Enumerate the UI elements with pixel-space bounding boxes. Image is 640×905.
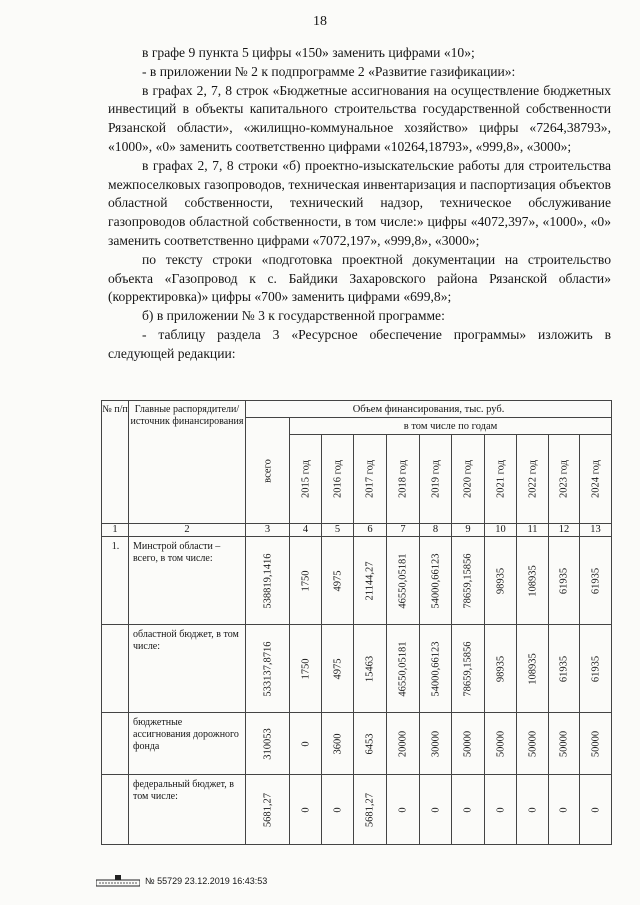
row-year-value: 98935 [485, 625, 517, 713]
footer [96, 875, 267, 887]
row-year-value: 3600 [322, 713, 354, 775]
row-year-value: 50000 [549, 713, 580, 775]
header-total: всего [246, 418, 290, 524]
row-year-value: 15463 [354, 625, 387, 713]
column-number: 7 [387, 524, 420, 537]
paragraph: в графе 9 пункта 5 цифры «150» заменить цифрами «10»; [142, 45, 475, 60]
row-year-value: 0 [452, 775, 485, 845]
header-volume: Объем финансирования, тыс. руб. [246, 401, 612, 418]
header-year: 2024 год [580, 435, 612, 524]
row-year-value: 21144,27 [354, 537, 387, 625]
row-year-value: 108935 [517, 625, 549, 713]
header-year: 2016 год [322, 435, 354, 524]
table-row [102, 625, 612, 713]
row-source: бюджетные ассигнования дорожного фонда [129, 713, 246, 775]
row-year-value: 46550,05181 [387, 625, 420, 713]
column-number: 4 [290, 524, 322, 537]
row-year-value: 61935 [549, 537, 580, 625]
row-number [102, 625, 129, 713]
row-year-value: 54000,66123 [420, 537, 452, 625]
row-total: 533137,8716 [246, 625, 290, 713]
paragraph: - таблицу раздела 3 «Ресурсное обеспечение программы» изложить в следующей редакции: [108, 326, 611, 361]
row-number: 1. [102, 537, 129, 625]
row-year-value: 0 [580, 775, 612, 845]
header-source: Главные распорядители/ источник финансирования [129, 401, 246, 524]
header-num: № п/п [102, 401, 129, 524]
paragraph: - в приложении № 2 к подпрограмме 2 «Развитие газификации»: [142, 63, 516, 79]
row-year-value: 50000 [485, 713, 517, 775]
row-year-value: 54000,66123 [420, 625, 452, 713]
column-number: 13 [580, 524, 612, 537]
header-year: 2020 год [452, 435, 485, 524]
header-year: 2018 год [387, 435, 420, 524]
table-row [102, 713, 612, 775]
body-text [108, 44, 611, 364]
column-number: 11 [517, 524, 549, 537]
registry-emblem-icon [96, 875, 140, 887]
row-source: федеральный бюджет, в том числе: [129, 775, 246, 845]
row-year-value: 0 [290, 775, 322, 845]
row-year-value: 50000 [517, 713, 549, 775]
column-number: 9 [452, 524, 485, 537]
header-year: 2023 год [549, 435, 580, 524]
row-year-value: 0 [420, 775, 452, 845]
row-year-value: 20000 [387, 713, 420, 775]
table-row [102, 537, 612, 625]
paragraph: в графах 2, 7, 8 строк «Бюджетные ассигнования на осуществление бюджетных инвестиций в объекты капитального строительства государственной собственности Рязанской области», «жилищно-коммунальное хозяйство» цифры «7264,38793», «1000», «0» заменить соответственно цифрами «10264,18793», «999,8», «3000»; [108, 82, 611, 154]
row-year-value: 6453 [354, 713, 387, 775]
row-year-value: 0 [517, 775, 549, 845]
row-year-value: 61935 [580, 537, 612, 625]
row-year-value: 0 [549, 775, 580, 845]
row-year-value: 0 [322, 775, 354, 845]
column-number: 3 [246, 524, 290, 537]
column-number: 8 [420, 524, 452, 537]
header-year: 2015 год [290, 435, 322, 524]
row-year-value: 46550,05181 [387, 537, 420, 625]
header-year: 2019 год [420, 435, 452, 524]
paragraph: по тексту строки «подготовка проектной документации на строительство объекта «Газопровод к с. Байдики Захаровского района Рязанской области» (корректировка)» цифры «700» заменить цифрами «699,8»; [108, 251, 611, 305]
row-year-value: 4975 [322, 625, 354, 713]
row-year-value: 0 [387, 775, 420, 845]
row-year-value: 61935 [580, 625, 612, 713]
paragraph: в графах 2, 7, 8 строки «б) проектно-изыскательские работы для строительства межпоселковых газопроводов, техническая инвентаризация и паспортизация объектов областной собственности, технический надзор, техническое обслуживание газопроводов областной собственности, в том числе:» цифры «4072,397», «1000», «0» заменить соответственно цифрами «7072,197», «999,8», «3000»; [108, 157, 611, 248]
row-year-value: 108935 [517, 537, 549, 625]
row-source: областной бюджет, в том числе: [129, 625, 246, 713]
column-number: 1 [102, 524, 129, 537]
header-year: 2021 год [485, 435, 517, 524]
row-year-value: 0 [290, 713, 322, 775]
row-year-value: 50000 [452, 713, 485, 775]
row-number [102, 775, 129, 845]
paragraph: б) в приложении № 3 к государственной программе: [142, 308, 445, 324]
row-year-value: 5681,27 [354, 775, 387, 845]
page-number: 18 [313, 14, 327, 29]
column-number: 5 [322, 524, 354, 537]
row-year-value: 61935 [549, 625, 580, 713]
row-year-value: 30000 [420, 713, 452, 775]
row-total: 310053 [246, 713, 290, 775]
resource-table [101, 400, 612, 845]
row-year-value: 98935 [485, 537, 517, 625]
column-number-row [102, 524, 612, 537]
column-number: 12 [549, 524, 580, 537]
header-by-years: в том числе по годам [290, 418, 612, 435]
document-stamp: № 55729 23.12.2019 16:43:53 [145, 876, 268, 886]
header-year: 2017 год [354, 435, 387, 524]
header-year: 2022 год [517, 435, 549, 524]
row-year-value: 78659,15856 [452, 625, 485, 713]
column-number: 2 [129, 524, 246, 537]
row-year-value: 1750 [290, 537, 322, 625]
row-year-value: 4975 [322, 537, 354, 625]
row-year-value: 0 [485, 775, 517, 845]
row-year-value: 78659,15856 [452, 537, 485, 625]
column-number: 6 [354, 524, 387, 537]
column-number: 10 [485, 524, 517, 537]
row-year-value: 1750 [290, 625, 322, 713]
row-year-value: 50000 [580, 713, 612, 775]
table-row [102, 775, 612, 845]
row-total: 5681,27 [246, 775, 290, 845]
row-number [102, 713, 129, 775]
row-total: 538819,1416 [246, 537, 290, 625]
row-source: Минстрой области – всего, в том числе: [129, 537, 246, 625]
